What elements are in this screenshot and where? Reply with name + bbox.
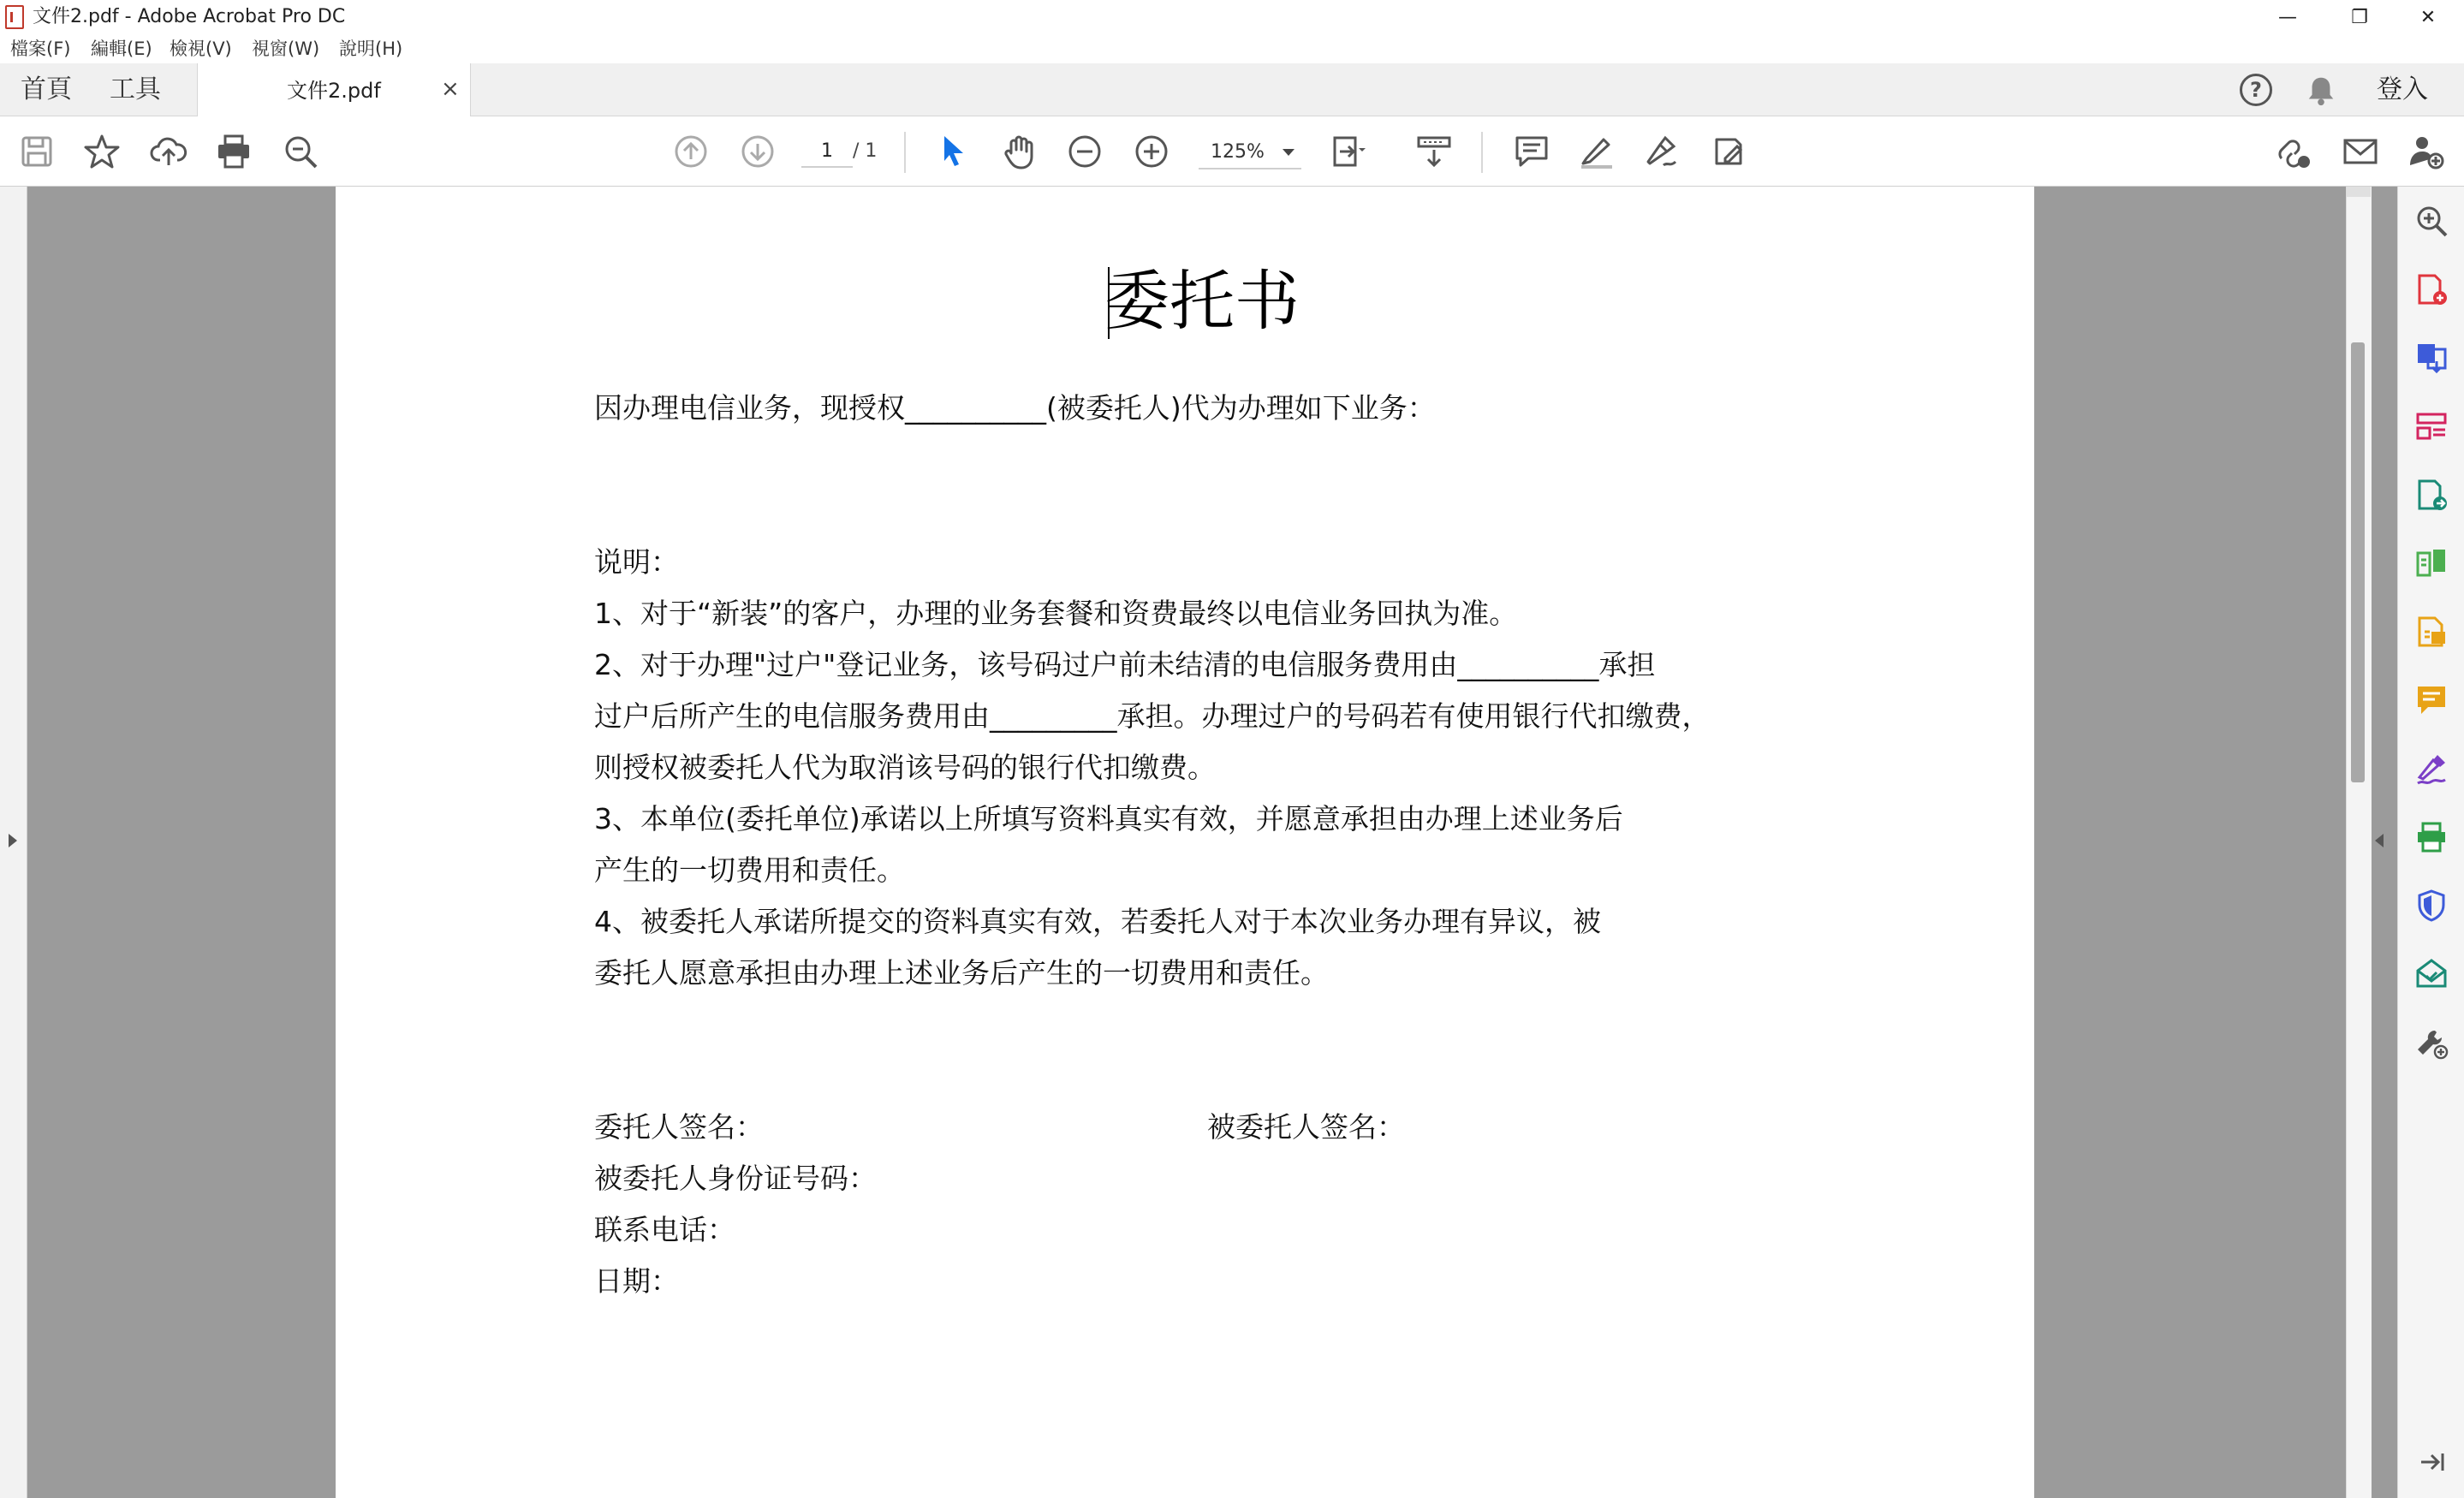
tab-document-label: 文件2.pdf xyxy=(287,79,381,103)
notification-bell-icon[interactable] xyxy=(2305,74,2337,108)
principal-signature-label: 委托人签名： xyxy=(594,1110,764,1144)
comment-icon[interactable] xyxy=(2413,681,2450,719)
agent-signature-label: 被委托人签名： xyxy=(1207,1110,1405,1144)
scrollbar-thumb[interactable] xyxy=(2351,342,2365,782)
main-toolbar xyxy=(0,116,2464,187)
comment-icon[interactable] xyxy=(1512,132,1551,171)
help-icon[interactable]: ? xyxy=(2240,74,2272,106)
send-track-icon[interactable] xyxy=(2413,955,2450,993)
zoom-out-icon[interactable] xyxy=(1065,132,1104,171)
collapse-panel-icon[interactable] xyxy=(2413,1443,2450,1481)
minimize-button[interactable]: — xyxy=(2278,6,2297,28)
expand-left-panel-icon[interactable] xyxy=(9,834,17,847)
toolbar-divider xyxy=(904,132,906,173)
edit-pdf-icon[interactable] xyxy=(2413,476,2450,514)
acrobat-logo-icon xyxy=(5,5,24,29)
scrollbar-top-cap xyxy=(2347,187,2371,197)
organize-pages-icon[interactable] xyxy=(2413,407,2450,445)
tab-home[interactable]: 首頁 xyxy=(21,74,72,104)
menu-edit[interactable]: 編輯(E) xyxy=(91,39,152,59)
scan-icon[interactable] xyxy=(2413,818,2450,856)
doc-line-note-3-cont: 产生的一切费用和责任。 xyxy=(594,853,905,887)
chevron-down-icon xyxy=(1283,149,1294,156)
window-title: 文件2.pdf - Adobe Acrobat Pro DC xyxy=(33,6,346,27)
select-pointer-icon[interactable] xyxy=(933,132,973,171)
fill-sign-icon[interactable] xyxy=(1709,132,1748,171)
cloud-upload-icon[interactable] xyxy=(149,132,188,171)
scroll-mode-icon[interactable] xyxy=(1414,132,1454,171)
menu-help[interactable]: 說明(H) xyxy=(339,39,403,59)
zoom-in-icon[interactable] xyxy=(1132,132,1171,171)
doc-line-authorization: 因办理电信业务，现授权__________(被委托人)代为办理如下业务： xyxy=(594,391,1436,425)
menu-file[interactable]: 檔案(F) xyxy=(10,39,71,59)
pdf-page[interactable] xyxy=(336,187,2034,1498)
tab-document[interactable] xyxy=(197,63,471,116)
agent-id-label: 被委托人身份证号码： xyxy=(594,1162,877,1195)
collapse-right-panel-icon[interactable] xyxy=(2375,834,2384,847)
menu-bar xyxy=(0,34,2464,63)
doc-line-note-2-cont: 过户后所产生的电信服务费用由_________承担。办理过户的号码若有使用银行代扣缴费， xyxy=(594,699,1711,733)
print-icon[interactable] xyxy=(214,132,253,171)
tab-close-icon[interactable]: × xyxy=(441,76,460,102)
email-icon[interactable] xyxy=(2341,132,2380,171)
add-user-icon[interactable] xyxy=(2406,132,2445,171)
export-pdf-icon[interactable] xyxy=(2413,339,2450,377)
doc-line-notes-heading: 说明： xyxy=(594,545,679,579)
doc-line-note-4: 4、被委托人承诺所提交的资料真实有效，若委托人对于本次业务办理有异议，被 xyxy=(594,905,1601,938)
search-zoom-icon[interactable] xyxy=(2413,202,2450,240)
export-file-icon[interactable] xyxy=(2413,613,2450,651)
document-title: 委托书 xyxy=(1104,263,1300,339)
sign-in-link[interactable]: 登入 xyxy=(2377,74,2428,104)
page-number-input[interactable]: 1 xyxy=(801,135,853,168)
tab-bar xyxy=(0,63,2464,116)
date-label: 日期： xyxy=(594,1264,679,1298)
highlight-icon[interactable] xyxy=(1577,132,1616,171)
page-fit-icon[interactable] xyxy=(1329,132,1368,171)
star-icon[interactable] xyxy=(82,132,122,171)
doc-line-note-4-cont: 委托人愿意承担由办理上述业务后产生的一切费用和责任。 xyxy=(594,956,1329,990)
tab-tools[interactable]: 工具 xyxy=(110,74,161,104)
toolbar-divider xyxy=(1481,132,1483,173)
zoom-select[interactable] xyxy=(1199,135,1301,169)
page-total: / 1 xyxy=(853,140,878,162)
doc-line-note-2: 2、对于办理"过户"登记业务，该号码过户前未结清的电信服务费用由__________承担 xyxy=(594,648,1656,681)
more-tools-icon[interactable] xyxy=(2413,1024,2450,1061)
search-zoom-icon[interactable] xyxy=(281,132,320,171)
zoom-value: 125% xyxy=(1211,141,1265,163)
save-icon[interactable] xyxy=(17,132,57,171)
fill-sign-icon[interactable] xyxy=(2413,750,2450,788)
doc-line-note-2-cont: 则授权被委托人代为取消该号码的银行代扣缴费。 xyxy=(594,751,1216,784)
hand-icon[interactable] xyxy=(1000,132,1039,171)
doc-line-note-3: 3、本单位(委托单位)承诺以上所填写资料真实有效，并愿意承担由办理上述业务后 xyxy=(594,802,1623,835)
share-link-icon[interactable] xyxy=(2274,132,2313,171)
title-bar xyxy=(0,0,2464,34)
next-page-icon[interactable] xyxy=(738,132,777,171)
phone-label: 联系电话： xyxy=(594,1213,735,1246)
prev-page-icon[interactable] xyxy=(671,132,711,171)
maximize-button[interactable]: ❐ xyxy=(2351,6,2368,28)
close-window-button[interactable]: ✕ xyxy=(2419,6,2437,28)
create-pdf-icon[interactable] xyxy=(2413,270,2450,308)
menu-window[interactable]: 視窗(W) xyxy=(252,39,320,59)
protect-icon[interactable] xyxy=(2413,887,2450,924)
sign-icon[interactable] xyxy=(1642,132,1681,171)
compare-icon[interactable] xyxy=(2413,544,2450,582)
menu-view[interactable]: 檢視(V) xyxy=(170,39,232,59)
doc-line-note-1: 1、对于“新装”的客户，办理的业务套餐和资费最终以电信业务回执为准。 xyxy=(594,597,1518,630)
